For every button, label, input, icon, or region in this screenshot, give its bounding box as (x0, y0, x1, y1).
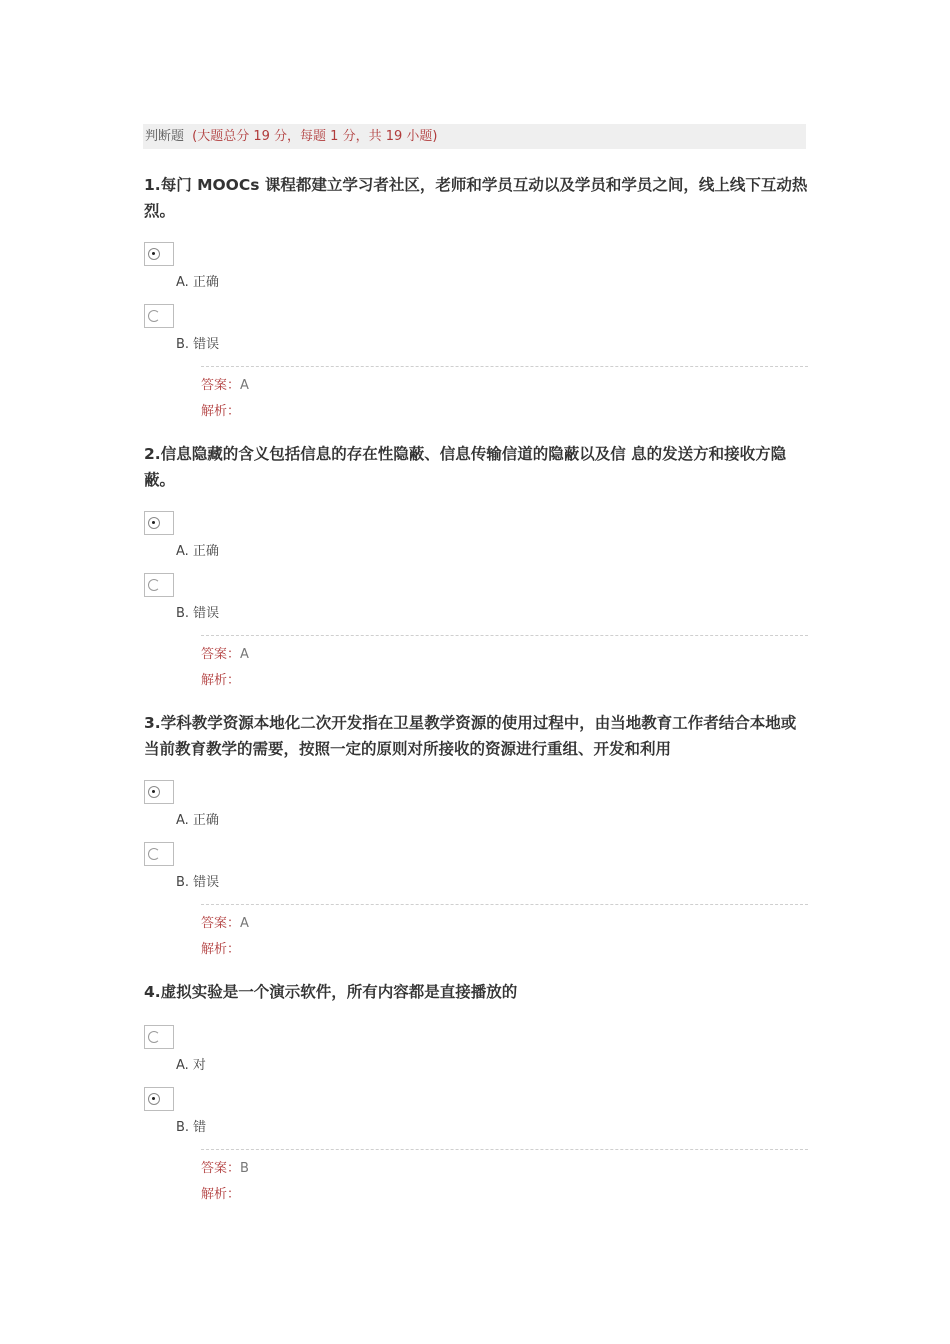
answer-label: 答案： (201, 378, 241, 393)
option-label: A. 正确 (176, 813, 219, 828)
radio-empty-icon (148, 579, 160, 591)
radio-empty-icon (148, 310, 160, 322)
answer-line (201, 642, 808, 668)
option-label: A. 正确 (176, 544, 219, 559)
question-text (144, 710, 808, 762)
answer-line (201, 1156, 808, 1182)
answer-value: A (240, 647, 249, 662)
answer-line (201, 911, 808, 937)
question-number: 4. (144, 983, 161, 1001)
radio-selected-icon (148, 248, 160, 260)
answer-label: 答案： (201, 647, 241, 662)
question-2 (144, 441, 808, 694)
analysis-label: 解析： (201, 404, 241, 419)
question-stem: 信息隐藏的含义包括信息的存在性隐蔽、信息传输信道的隐蔽以及信 息的发送方和接收方隐蔽。 (144, 445, 787, 489)
option-a[interactable] (144, 511, 808, 573)
radio-box[interactable] (144, 780, 174, 804)
question-text (144, 172, 808, 224)
option-b[interactable] (144, 1087, 808, 1149)
question-stem: 学科教学资源本地化二次开发指在卫星教学资源的使用过程中，由当地教育工作者结合本地或当前教育教学的需要，按照一定的原则对所接收的资源进行重组、开发和利用 (144, 714, 797, 758)
option-b[interactable] (144, 842, 808, 904)
question-stem: 虚拟实验是一个演示软件，所有内容都是直接播放的 (160, 983, 518, 1001)
answer-line (201, 373, 808, 399)
option-label: B. 错 (176, 1120, 207, 1135)
option-label: B. 错误 (176, 606, 220, 621)
option-a[interactable] (144, 780, 808, 842)
answer-value: B (240, 1161, 249, 1176)
question-stem: 每门 MOOCs 课程都建立学习者社区，老师和学员互动以及学员和学员之间，线上线下互动热烈。 (144, 176, 808, 220)
radio-selected-icon (148, 1093, 160, 1105)
answer-value: A (240, 378, 249, 393)
radio-selected-icon (148, 517, 160, 529)
question-number: 3. (144, 714, 161, 732)
radio-empty-icon (148, 1031, 160, 1043)
option-label: B. 错误 (176, 875, 220, 890)
analysis-label: 解析： (201, 673, 241, 688)
option-a[interactable] (144, 242, 808, 304)
question-number: 2. (144, 445, 161, 463)
analysis-line (201, 937, 808, 963)
radio-box[interactable] (144, 1087, 174, 1111)
section-header (143, 124, 806, 149)
option-b[interactable] (144, 573, 808, 635)
option-label: A. 对 (176, 1058, 206, 1073)
analysis-line (201, 668, 808, 694)
question-3 (144, 710, 808, 963)
option-label: A. 正确 (176, 275, 219, 290)
analysis-line (201, 1182, 808, 1208)
answer-label: 答案： (201, 1161, 241, 1176)
section-meta: (大题总分 19 分，每题 1 分，共 19 小题) (192, 129, 438, 144)
question-4 (144, 979, 808, 1208)
radio-box[interactable] (144, 242, 174, 266)
question-1 (144, 172, 808, 425)
answer-label: 答案： (201, 916, 241, 931)
option-a[interactable] (144, 1025, 808, 1087)
answer-block (201, 635, 808, 694)
answer-block (201, 366, 808, 425)
radio-selected-icon (148, 786, 160, 798)
radio-box[interactable] (144, 573, 174, 597)
radio-box[interactable] (144, 304, 174, 328)
radio-box[interactable] (144, 842, 174, 866)
answer-value: A (240, 916, 249, 931)
radio-empty-icon (148, 848, 160, 860)
answer-block (201, 1149, 808, 1208)
analysis-line (201, 399, 808, 425)
option-label: B. 错误 (176, 337, 220, 352)
question-text (144, 979, 808, 1005)
analysis-label: 解析： (201, 1187, 241, 1202)
answer-block (201, 904, 808, 963)
radio-box[interactable] (144, 1025, 174, 1049)
analysis-label: 解析： (201, 942, 241, 957)
question-number: 1. (144, 176, 161, 194)
section-title: 判断题 (145, 129, 185, 144)
radio-box[interactable] (144, 511, 174, 535)
option-b[interactable] (144, 304, 808, 366)
question-text (144, 441, 808, 493)
